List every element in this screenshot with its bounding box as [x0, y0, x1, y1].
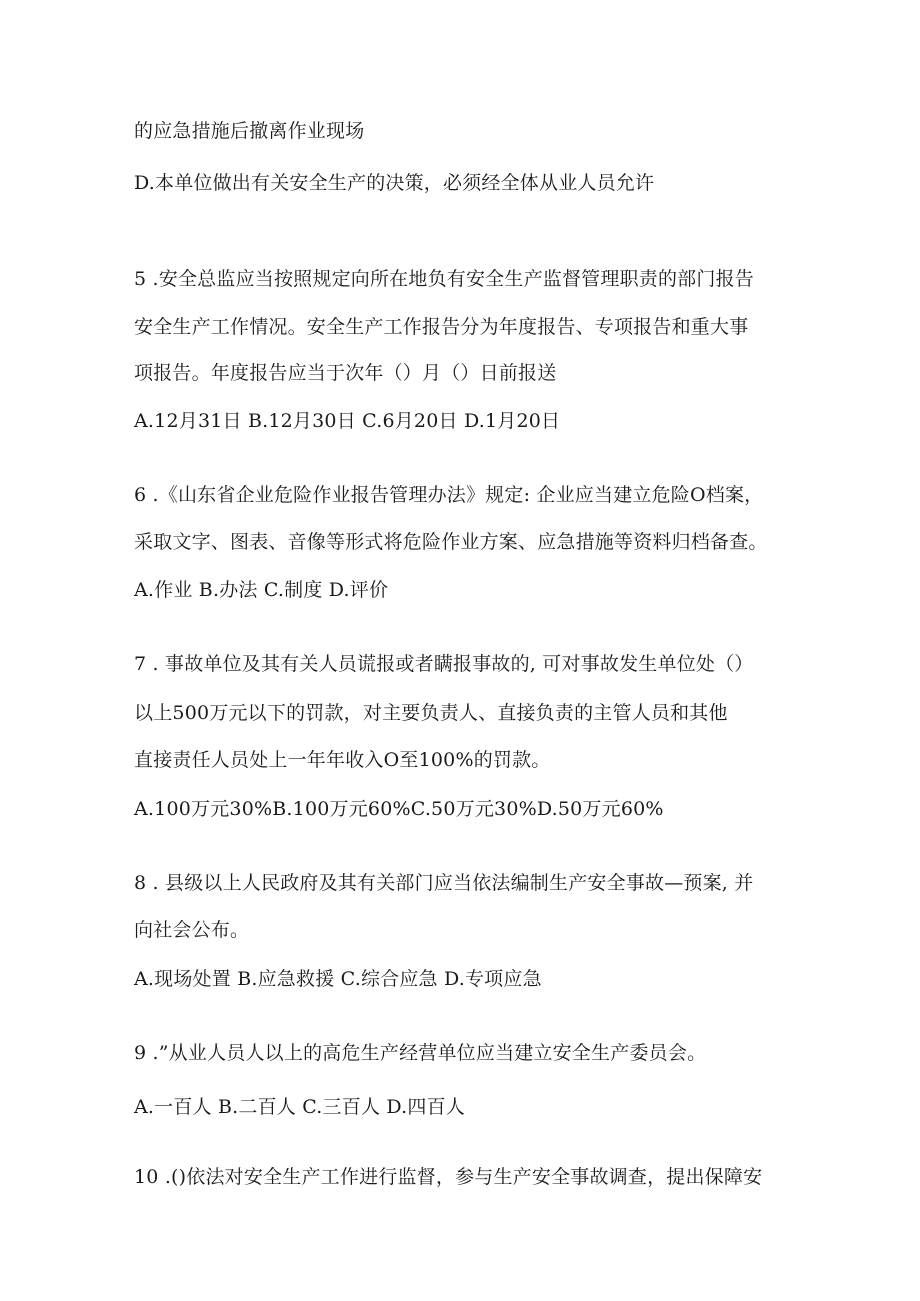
- q6-options: A.作业 B.办法 C.制度 D.评价: [134, 579, 389, 601]
- q7-options: A.100万元30%B.100万元60%C.50万元30%D.50万元60%: [134, 798, 664, 820]
- q5-question-line-1: 5 .安全总监应当按照规定向所在地负有安全生产监督管理职责的部门报告: [134, 268, 754, 290]
- q6-question-line-2: 采取文字、图表、音像等形式将危险作业方案、应急措施等资料归档备查。: [134, 531, 768, 553]
- q8-question-line-1: 8 . 县级以上人民政府及其有关部门应当依法编制生产安全事故—预案, 并: [134, 872, 754, 894]
- q9-options: A.一百人 B.二百人 C.三百人 D.四百人: [134, 1096, 465, 1118]
- q5-question-line-2: 安全生产工作情况。安全生产工作报告分为年度报告、专项报告和重大事: [134, 316, 749, 338]
- q5-question-line-3: 项报告。年度报告应当于次年（）月（）日前报送: [134, 362, 557, 384]
- q7-question-line-2: 以上500万元以下的罚款，对主要负责人、直接负责的主管人员和其他: [134, 702, 728, 724]
- q4-continuation: 的应急措施后撤离作业现场: [134, 120, 365, 142]
- q7-question-line-3: 直接责任人员处上一年年收入O至100%的罚款。: [134, 749, 551, 771]
- q6-question-line-1: 6 .《山东省企业危险作业报告管理办法》规定: 企业应当建立危险O档案，: [134, 484, 764, 506]
- q8-options: A.现场处置 B.应急救援 C.综合应急 D.专项应急: [134, 968, 542, 990]
- q9-question-line-1: 9 .”从业人员人以上的高危生产经营单位应当建立安全生产委员会。: [134, 1042, 707, 1064]
- q4-option-d: D.本单位做出有关安全生产的决策，必须经全体从业人员允许: [134, 172, 655, 194]
- q10-question-line-1: 10 .()依法对安全生产工作进行监督，参与生产安全事故调查，提出保障安: [134, 1166, 763, 1188]
- q5-options: A.12月31日 B.12月30日 C.6月20日 D.1月20日: [134, 410, 561, 432]
- q7-question-line-1: 7 . 事故单位及其有关人员谎报或者瞒报事故的, 可对事故发生单位处（）: [134, 653, 754, 675]
- q8-question-line-2: 向社会公布。: [134, 919, 250, 941]
